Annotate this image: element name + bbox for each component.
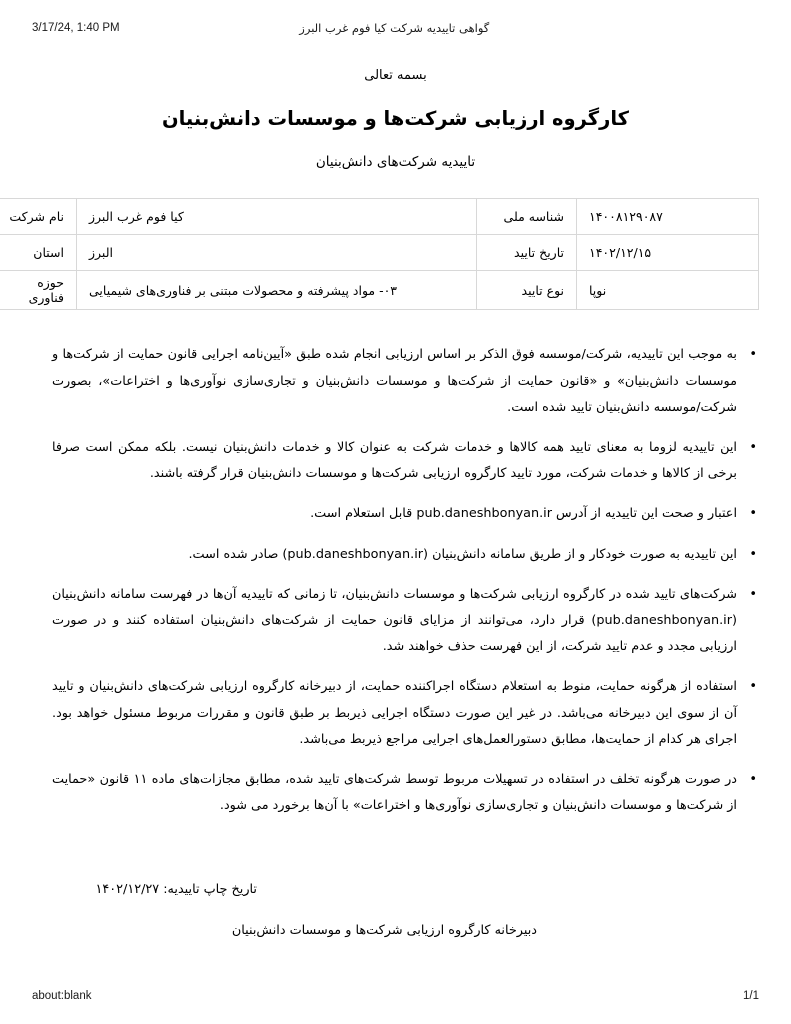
list-item: • شرکت‌های تایید شده در کارگروه ارزیابی شرکت‌ها و موسسات دانش‌بنیان، تا زمانی که تاییدیه آن‌ها در فهرست سامانه دانش‌بنیان (pub.daneshbonyan.ir) قرار دارد، می‌توانند از مزایای قانون حمایت از شرکت‌های دانش‌بنیان استفاده کنند و در صورت ارزیابی مجدد و عدم تایید شرکت، از این فهرست حذف خواهند شد. bbox=[32, 582, 759, 661]
list-item: • در صورت هرگونه تخلف در استفاده در تسهیلات مربوط توسط شرکت‌های تایید شده، مطابق مجازات‌های ماده ۱۱ قانون «حمایت از شرکت‌ها و موسسات دانش‌بنیان و تجاری‌سازی نوآوری‌ها و اختراعات» با آن‌ها برخورد می شود. bbox=[32, 767, 759, 819]
print-date-label: تاریخ چاپ تاییدیه: ۱۴۰۲/۱۲/۲۷ bbox=[95, 881, 257, 897]
cell-approval-type-value: نوپا bbox=[577, 271, 759, 310]
cell-province-label: استان bbox=[0, 235, 77, 271]
list-item: • اعتبار و صحت این تاییدیه از آدرس pub.daneshbonyan.ir قابل استعلام است. bbox=[32, 501, 759, 527]
print-footer-page-number: 1/1 bbox=[743, 990, 759, 1002]
list-item: • این تاییدیه به صورت خودکار و از طریق سامانه دانش‌بنیان (pub.daneshbonyan.ir) صادر شده است. bbox=[32, 542, 759, 568]
table-row bbox=[0, 271, 759, 310]
signature-block bbox=[32, 882, 759, 938]
page-title: کارگروه ارزیابی شرکت‌ها و موسسات دانش‌بنیان bbox=[161, 107, 630, 130]
clause-list bbox=[32, 342, 759, 819]
cell-approval-date-label: تاریخ تایید bbox=[477, 235, 577, 271]
cell-technology-field-value: ۰۳- مواد پیشرفته و محصولات مبتنی بر فناوری‌های شیمیایی bbox=[77, 271, 477, 310]
list-item: • این تاییدیه لزوما به معنای تایید همه کالاها و خدمات شرکت به عنوان کالا و خدمات دانش‌بنیان نیست. بلکه ممکن است صرفا برخی از کالاها و خدمات شرکت، مورد تایید کارگروه ارزیابی شرکت‌ها و موسسات دانش‌بنیان قرار گرفته باشند. bbox=[32, 435, 759, 487]
cell-company-name-label: نام شرکت bbox=[0, 199, 77, 235]
print-footer bbox=[0, 986, 791, 1006]
cell-company-name-value: کیا فوم غرب البرز bbox=[77, 199, 477, 235]
print-header-title: گواهی تاییدیه شرکت کیا فوم غرب البرز bbox=[299, 21, 490, 35]
print-footer-url: about:blank bbox=[32, 990, 92, 1002]
basmala-line: بسمه تعالی bbox=[364, 68, 427, 83]
company-info-table bbox=[0, 198, 759, 310]
list-item: • به موجب این تاییدیه، شرکت/موسسه فوق الذکر بر اساس ارزیابی انجام شده طبق «آیین‌نامه اجرایی قانون حمایت از شرکت‌ها و موسسات دانش‌بنیان» و «قانون حمایت از شرکت‌ها و موسسات دانش‌بنیان و تجاری‌سازی نوآوری‌ها و اختراعات»، بصورت شرکت/موسسه دانش‌بنیان تایید شده است. bbox=[32, 342, 759, 421]
secretariat-label: دبیرخانه کارگروه ارزیابی شرکت‌ها و موسسات دانش‌بنیان bbox=[231, 922, 537, 938]
cell-province-value: البرز bbox=[77, 235, 477, 271]
page-subtitle: تاییدیه شرکت‌های دانش‌بنیان bbox=[315, 154, 476, 171]
table-row bbox=[0, 235, 759, 271]
table-row bbox=[0, 199, 759, 235]
cell-technology-field-label: حوزه فناوری bbox=[0, 271, 77, 310]
cell-approval-date-value: ۱۴۰۲/۱۲/۱۵ bbox=[577, 235, 759, 271]
print-header bbox=[0, 18, 791, 38]
cell-approval-type-label: نوع تایید bbox=[477, 271, 577, 310]
cell-national-id-label: شناسه ملی bbox=[477, 199, 577, 235]
print-header-datetime: 3/17/24, 1:40 PM bbox=[32, 22, 120, 34]
cell-national-id-value: ۱۴۰۰۸۱۲۹۰۸۷ bbox=[577, 199, 759, 235]
document-body bbox=[0, 58, 791, 938]
list-item: • استفاده از هرگونه حمایت، منوط به استعلام دستگاه اجراکننده حمایت، از دبیرخانه کارگروه ارزیابی شرکت‌های دانش‌بنیان و تایید آن از سوی این دبیرخانه می‌باشد. در غیر این صورت دستگاه اجرایی ذیربط بر طبق قانون و مقررات مربوط مسئول خواهد بود. اجرای هر کدام از حمایت‌ها، مطابق دستورالعمل‌های اجرایی مراجع ذیربط می‌باشد. bbox=[32, 674, 759, 753]
